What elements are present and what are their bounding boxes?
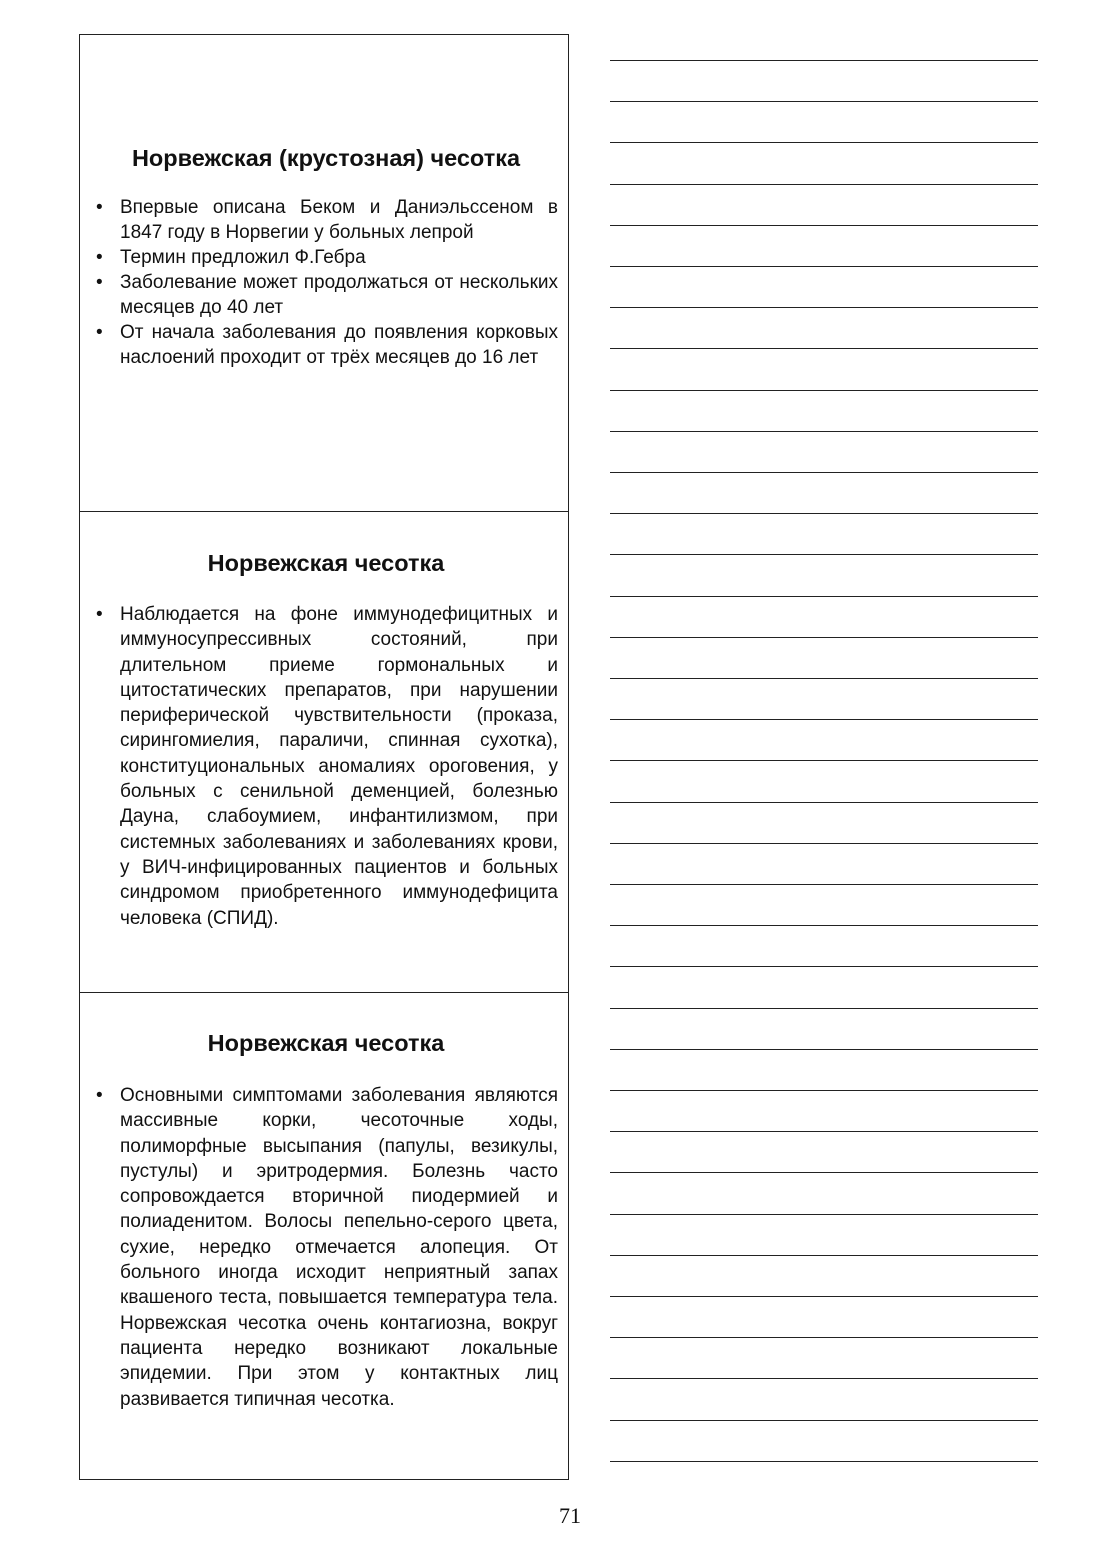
note-line [610,348,1038,349]
note-line [610,225,1038,226]
note-line [610,637,1038,638]
slide-card-norwegian-scabies-symptoms [80,992,568,1479]
note-line [610,1049,1038,1050]
note-line [610,184,1038,185]
note-line [610,1337,1038,1338]
notes-ruled-lines [610,0,1038,1562]
note-line [610,596,1038,597]
note-line [610,60,1038,61]
note-line [610,678,1038,679]
note-line [610,802,1038,803]
note-line [610,390,1038,391]
note-line [610,966,1038,967]
slides-column [79,34,569,1480]
bullet-list [94,195,558,370]
bullet-list [94,602,558,931]
note-line [610,101,1038,102]
note-line [610,843,1038,844]
note-line [610,554,1038,555]
note-line [610,1255,1038,1256]
note-line [610,431,1038,432]
note-line [610,142,1038,143]
note-line [610,925,1038,926]
note-line [610,307,1038,308]
slide-card-crusted-scabies [80,35,568,511]
note-line [610,1378,1038,1379]
note-line [610,266,1038,267]
note-line [610,1090,1038,1091]
note-line [610,1420,1038,1421]
slide-card-norwegian-scabies-background [80,511,568,992]
note-line [610,513,1038,514]
bullet-item: • Основными симптомами заболевания являются массивные корки, чесоточные ходы, полиморфные высыпания (папулы, везикулы, пустулы) и эритродермия. Болезнь часто сопровождается вторичной пиодермией и полиаденитом. Волосы пепельно-серого цвета, сухие, нередко отмечается алопеция. От больного иногда исходит неприятный запах квашеного теста, повышается температура тела. Норвежская чесотка очень контагиозна, вокруг пациента нередко возникают локальные эпидемии. При этом у контактных лиц развивается типичная чесотка. [94,1083,558,1412]
note-line [610,1172,1038,1173]
slide-title: Норвежская чесотка [207,550,445,576]
note-line [610,1461,1038,1462]
slide-title: Норвежская (крустозная) чесотка [131,145,521,171]
note-line [610,1214,1038,1215]
slide-title: Норвежская чесотка [207,1030,445,1056]
bullet-item: • От начала заболевания до появления корковых наслоений проходит от трёх месяцев до 16 лет [94,320,558,370]
note-line [610,1296,1038,1297]
note-line [610,1008,1038,1009]
bullet-list [94,1083,558,1412]
bullet-item: • Впервые описана Беком и Даниэльссеном в 1847 году в Норвегии у больных лепрой [94,195,558,245]
note-line [610,1131,1038,1132]
note-line [610,760,1038,761]
note-line [610,719,1038,720]
page-number: 71 [559,1503,581,1528]
bullet-item: • Термин предложил Ф.Гебра [94,245,558,270]
bullet-item: • Наблюдается на фоне иммунодефицитных и иммуносупрессивных состояний, при длительном приеме гормональных и цитостатических препаратов, при нарушении периферической чувствительности (проказа, сирингомиелия, параличи, спинная сухотка), конституциональных аномалиях ороговения, у больных с сенильной деменцией, болезнью Дауна, слабоумием, инфантилизмом, при системных заболеваниях и заболеваниях крови, у ВИЧ-инфицированных пациентов и больных синдромом приобретенного иммунодефицита человека (СПИД). [94,602,558,931]
note-line [610,472,1038,473]
bullet-item: • Заболевание может продолжаться от нескольких месяцев до 40 лет [94,270,558,320]
note-line [610,884,1038,885]
